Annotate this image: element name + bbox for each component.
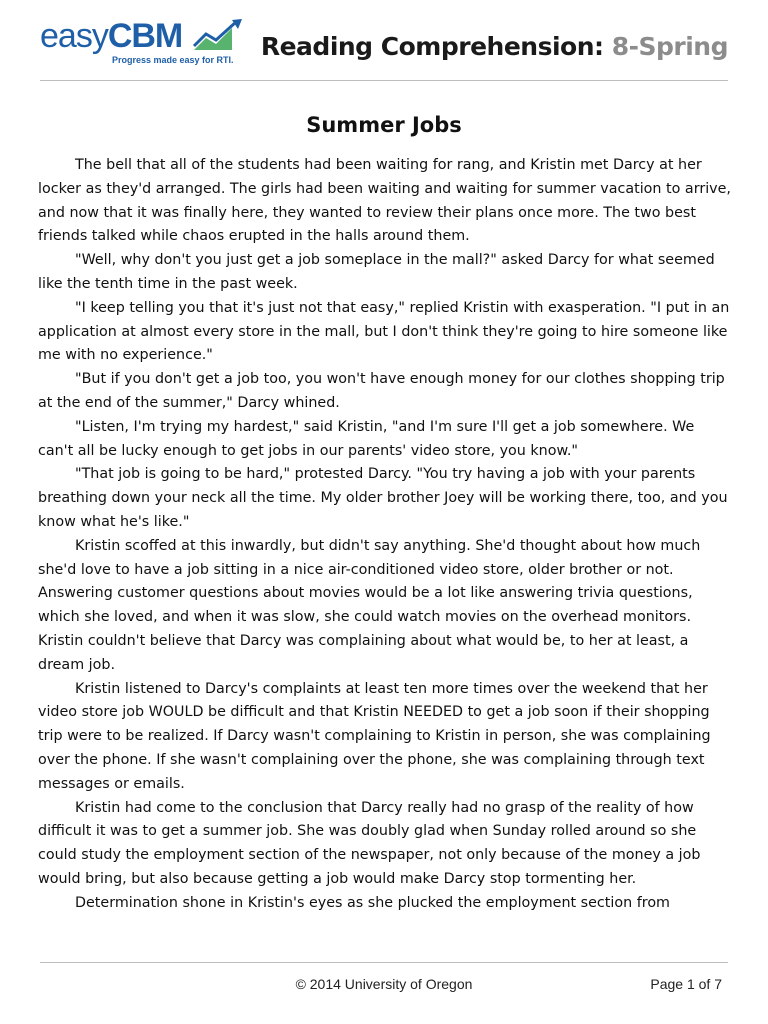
header-divider [40, 80, 728, 81]
logo-word-bold: CBM [107, 17, 183, 55]
story-paragraph: "Well, why don't you just get a job someplace in the mall?" asked Darcy for what seemed like the tenth time in the past week. [38, 252, 715, 292]
story-paragraph: "That job is going to be hard," protested Darcy. "You try having a job with your parents breathing down your neck all the time. My older brother Joey will be working there, too, and you know what he's like." [38, 466, 728, 530]
logo-word-light: easy [40, 17, 108, 55]
easycbm-logo [40, 14, 250, 70]
story-paragraph: "I keep telling you that it's just not that easy," replied Kristin with exasperation. "I put in an application at almost every store in the mall, but I don't think they're going to hire someone like me with no experience." [38, 299, 730, 364]
story-body [38, 154, 734, 916]
page-number: Page 1 of 7 [650, 976, 722, 992]
page-header [0, 0, 768, 80]
footer-divider [40, 962, 728, 963]
story-paragraph: Kristin listened to Darcy's complaints at least ten more times over the weekend that her video store job WOULD be difficult and that Kristin NEEDED to get a job soon if their shopping trip were to be realized. If Darcy wasn't complaining to Kristin in person, she was complaining over the phone. If she wasn't complaining over the phone, she was complaining through text messages or emails. [38, 680, 711, 792]
page-title-main: Reading Comprehension: [260, 32, 604, 61]
footer-copyright: © 2014 University of Oregon [295, 976, 473, 992]
page-title [261, 32, 728, 61]
story-paragraph: Kristin scoffed at this inwardly, but didn't say anything. She'd thought about how much she'd love to have a job sitting in a nice air-conditioned video store, older brother or not. Answering customer questions about movies would be a lot like answering trivia questions, which she loved, and when it was slow, she could watch movies on the overhead monitors. Kristin couldn't believe that Darcy was complaining about what would be, to her at least, a dream job. [38, 537, 701, 673]
page-title-sub: 8-Spring [611, 32, 728, 61]
story-paragraph: Kristin had come to the conclusion that Darcy really had no grasp of the reality of how difficult it was to get a summer job. She was doubly glad when Sunday rolled around so she could study the employment section of the newspaper, not only because of the money a job would bring, but also because getting a job would make Darcy stop tormenting her. [38, 799, 701, 887]
story-paragraph: "But if you don't get a job too, you won't have enough money for our clothes shopping trip at the end of the summer," Darcy whined. [38, 371, 725, 411]
rising-chart-icon [192, 18, 262, 52]
story-paragraph: "Listen, I'm trying my hardest," said Kristin, "and I'm sure I'll get a job somewhere. We can't all be lucky enough to get jobs in our parents' video store, you know." [38, 418, 695, 459]
story-title: Summer Jobs [306, 113, 462, 137]
logo-tagline: Progress made easy for RTI. [112, 55, 234, 65]
story-paragraph: The bell that all of the students had been waiting for rang, and Kristin met Darcy at her locker as they'd arranged. The girls had been waiting and waiting for summer vacation to arrive, and now that it was finally here, they wanted to review their plans once more. The two best friends talked while chaos erupted in the halls around them. [38, 157, 731, 245]
story-paragraph: Determination shone in Kristin's eyes as she plucked the employment section from [75, 894, 670, 911]
logo-wordmark [40, 16, 182, 56]
